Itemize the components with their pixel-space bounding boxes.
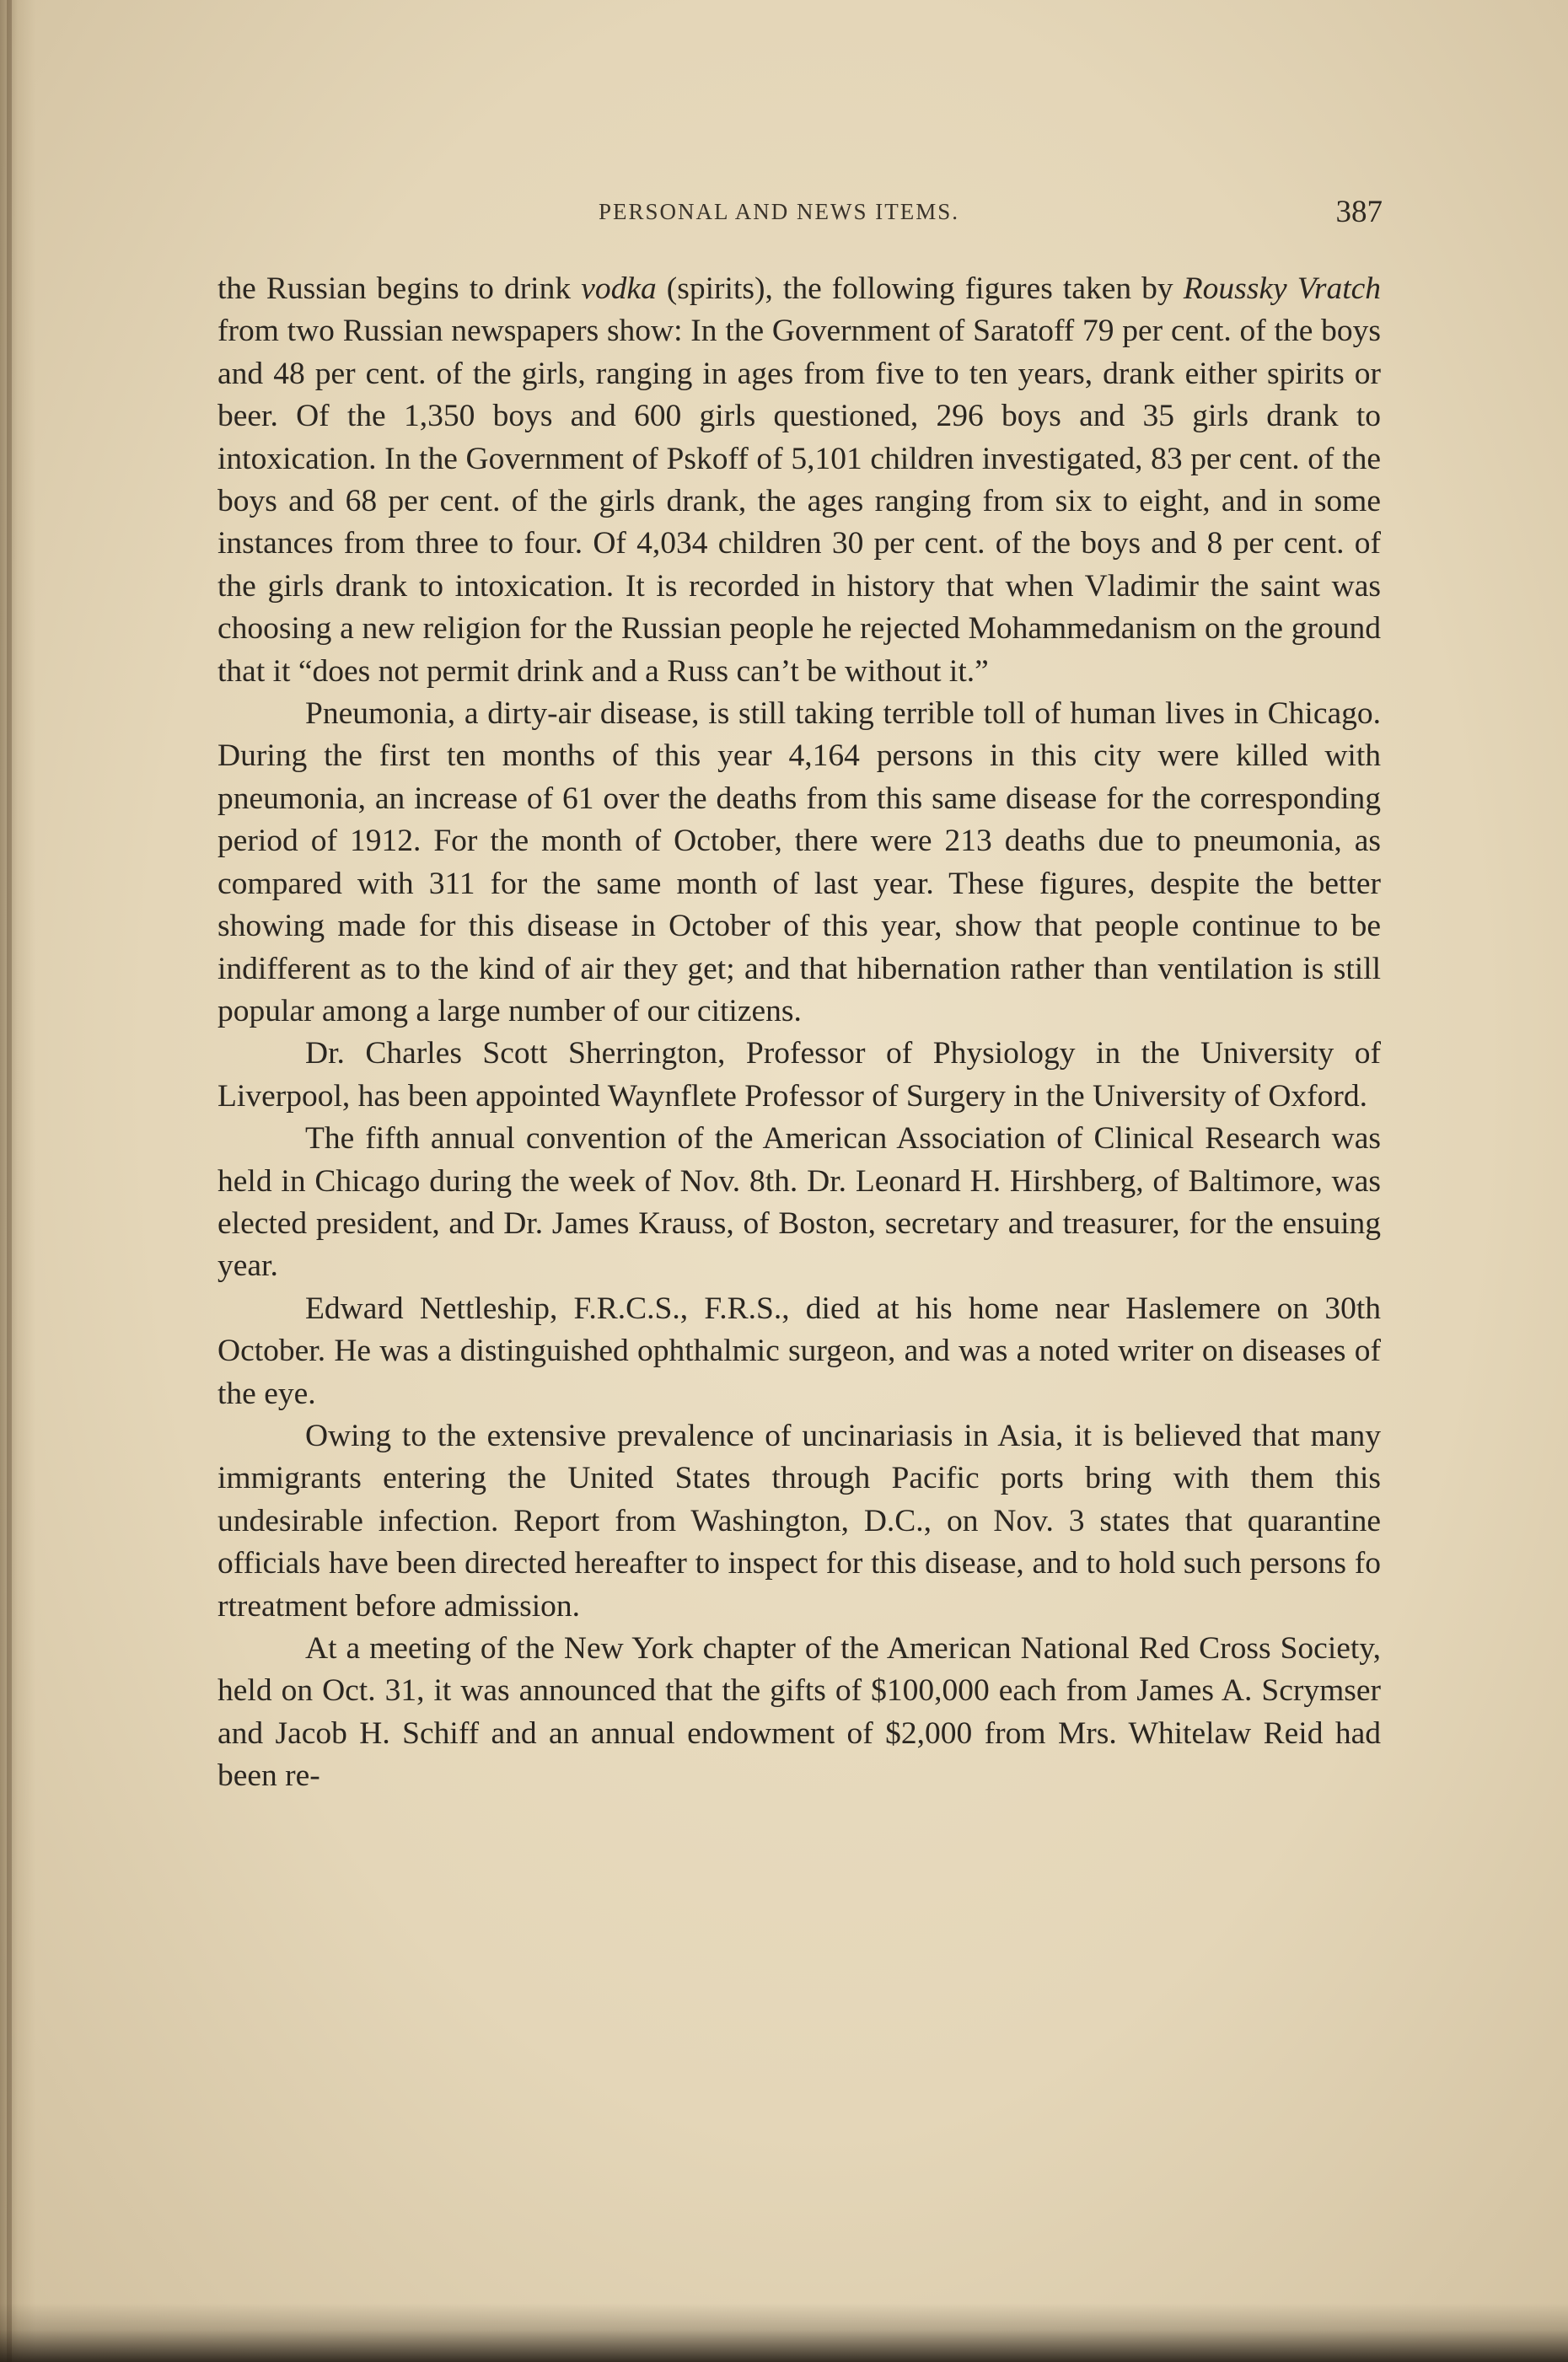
binding-gutter-edge [7, 0, 12, 2362]
paragraph-sherrington: Dr. Charles Scott Sherrington, Professor of Physiology in the University of Liverpool, has been appointed Waynflete Professor of Surgery in the University of Oxford. [217, 1036, 1381, 1114]
page-number: 387 [1335, 195, 1383, 229]
vodka-term: vodka [581, 271, 657, 306]
paragraph-pneumonia: Pneumonia, a dirty-air disease, is still taking terrible toll of human lives in Chicago. During the first ten months of this year 4,164 persons in this city were killed with pneumonia, an increase of 61 over the deaths from this same disease for the corresponding period of 1912. For the month of October, there were 213 deaths due to pneumonia, as compared with 311 for the same month of last year. These figures, despite the better showing made for this disease in October of this year, show that people continue to be indifferent as to the kind of air they get; and that hibernation rather than ventilation is still popular among a large number of our citizens. [217, 696, 1381, 1028]
paragraph-red-cross: At a meeting of the New York chapter of the American National Red Cross Society, held on Oct. 31, it was announced that the gifts of $100,000 each from James A. Scrymser and Jacob H. Schiff and an annual endowment of $2,000 from Mrs. Whitelaw Reid had been re- [217, 1631, 1381, 1794]
paragraph-convention: The fifth annual convention of the American Association of Clinical Research was held in Chicago during the week of Nov. 8th. Dr. Leonard H. Hirshberg, of Baltimore, was elected president, and Dr. James Krauss, of Boston, secretary and treasurer, for the ensuing year. [217, 1121, 1381, 1284]
article-body [217, 268, 1381, 1798]
paragraph-uncinariasis: Owing to the extensive prevalence of uncinariasis in Asia, it is believed that many immigrants entering the United States through Pacific ports bring with them this undesirable infection. Report from Washington, D.C., on Nov. 3 states that quarantine officials have been directed hereafter to inspect for this disease, and to hold such persons fo rtreatment before admission. [217, 1418, 1381, 1624]
page-bottom-edge-shadow [0, 2303, 1568, 2362]
binding-gutter-shadow [0, 0, 35, 2362]
paragraph-russian-children: the Russian begins to drink vodka (spirits), the following figures taken by Roussky Vratch from two Russian newspapers show: In the Government of Saratoff 79 per cent. of the boys and 48 per cent. of the girls, ranging in ages from five to ten years, drank either spirits or beer. Of the 1,350 boys and 600 girls questioned, 296 boys and 35 girls drank to intoxication. In the Government of Pskoff of 5,101 children investigated, 83 per cent. of the boys and 68 per cent. of the girls drank, the ages ranging from six to eight, and in some instances from three to four. Of 4,034 children 30 per cent. of the boys and 8 per cent. of the girls drank to intoxication. It is recorded in history that when Vladimir the saint was choosing a new religion for the Russian people he rejected Mohammedanism on the ground that it “does not permit drink and a Russ can’t be without it.” [217, 271, 1382, 689]
running-head [211, 194, 1383, 236]
paragraph-nettleship: Edward Nettleship, F.R.C.S., F.R.S., died at his home near Haslemere on 30th October. He was a distinguished ophthalmic surgeon, and was a noted writer on diseases of the eye. [217, 1291, 1381, 1411]
running-title: PERSONAL AND NEWS ITEMS. [599, 199, 960, 224]
journal-title: Roussky Vratch [1183, 271, 1382, 306]
